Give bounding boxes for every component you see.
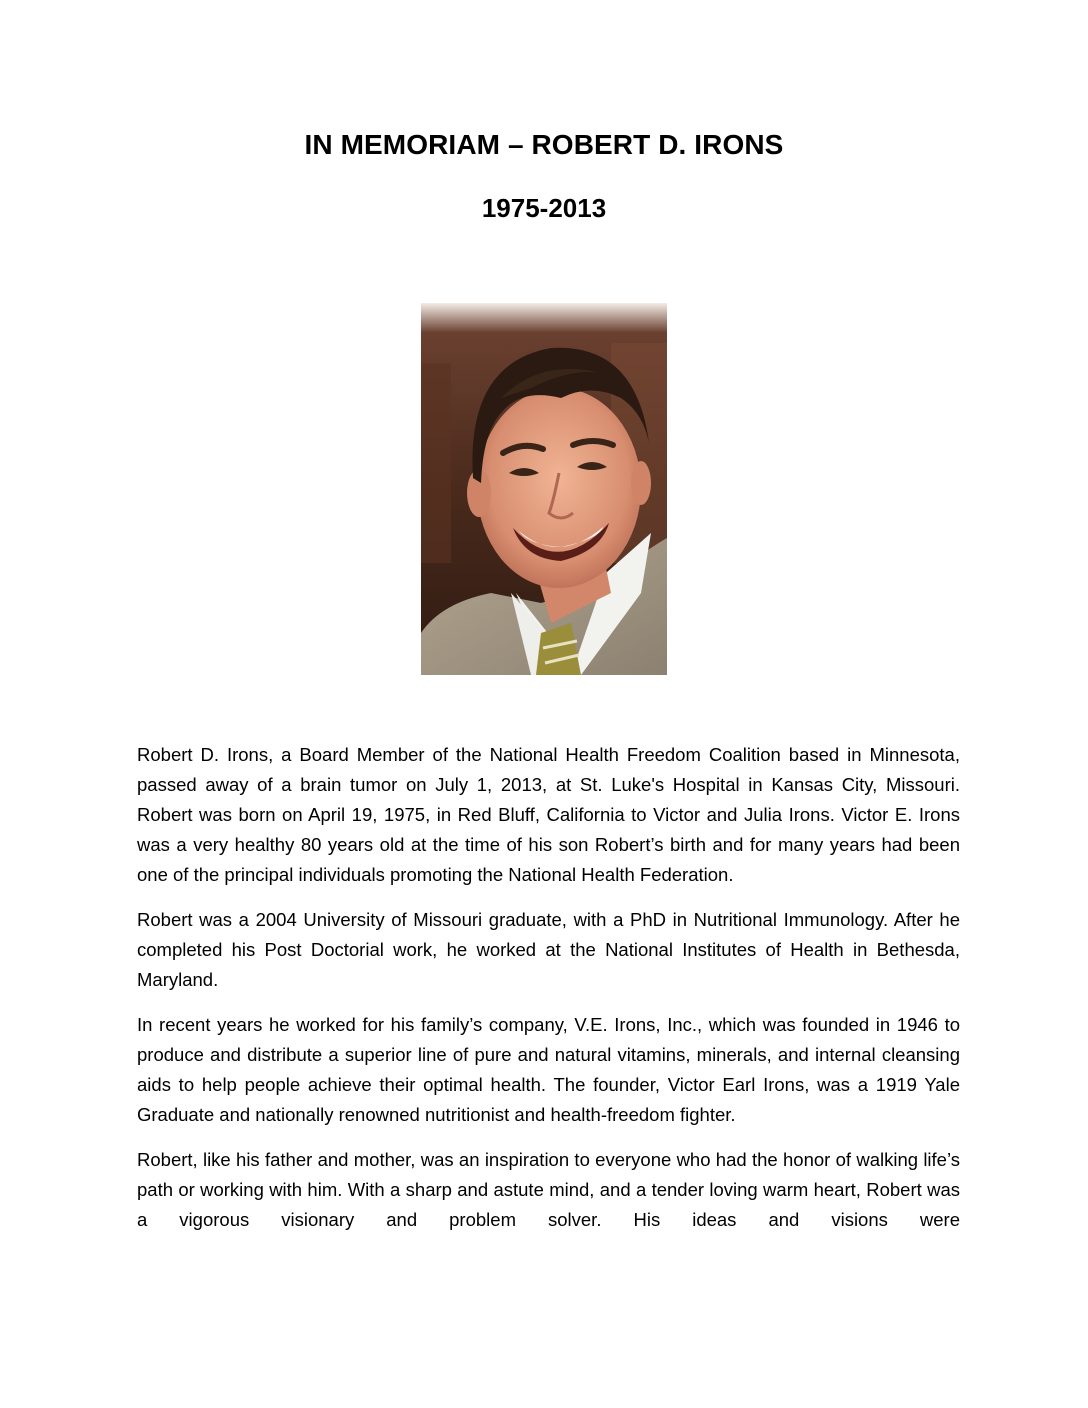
- life-years: 1975-2013: [481, 193, 607, 223]
- portrait-photo: [421, 303, 667, 675]
- paragraph-3: In recent years he worked for his family’s company, V.E. Irons, Inc., which was founded in 1946 to produce and distribute a superior line of pure and natural vitamins, minerals, and internal cleansing aids to help people achieve their optimal health. The founder, Victor Earl Irons, was a 1919 Yale Graduate and nationally renowned nutritionist and health-freedom fighter.: [137, 1014, 960, 1125]
- memorial-body: [137, 740, 960, 1250]
- paragraph-2: Robert was a 2004 University of Missouri graduate, with a PhD in Nutritional Immunology. After he completed his Post Doctorial work, he worked at the National Institutes of Health in Bethesda, Maryland.: [137, 909, 960, 990]
- page-title: IN MEMORIAM – ROBERT D. IRONS: [304, 129, 784, 160]
- portrait-illustration: [421, 303, 667, 675]
- paragraph-1: Robert D. Irons, a Board Member of the National Health Freedom Coalition based in Minnesota, passed away of a brain tumor on July 1, 2013, at St. Luke's Hospital in Kansas City, Missouri. Robert was born on April 19, 1975, in Red Bluff, California to Victor and Julia Irons. Victor E. Irons was a very healthy 80 years old at the time of his son Robert’s birth and for many years had been one of the principal individuals promoting the National Health Federation.: [137, 744, 960, 885]
- paragraph-4: Robert, like his father and mother, was an inspiration to everyone who had the honor of walking life’s path or working with him. With a sharp and astute mind, and a tender loving warm heart, Robert was a vigorous visionary and problem solver. His ideas and visions were: [137, 1149, 960, 1230]
